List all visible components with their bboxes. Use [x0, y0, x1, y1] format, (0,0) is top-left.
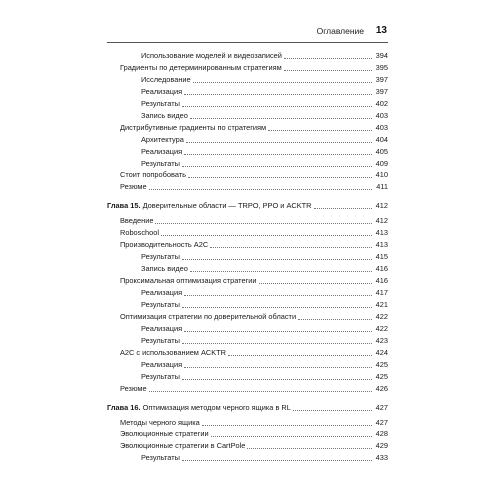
toc-page-number: 397 — [375, 87, 388, 96]
toc-entry — [120, 227, 388, 238]
toc-page-number: 394 — [375, 51, 388, 60]
toc-page-number: 412 — [375, 201, 388, 210]
toc-leader-dots — [298, 319, 372, 320]
toc-entry — [141, 98, 388, 109]
toc-leader-dots — [184, 331, 372, 332]
toc-page-number: 412 — [375, 216, 388, 225]
toc-entry — [141, 110, 388, 121]
toc-entry-label: A2C с использованием ACKTR — [120, 348, 226, 357]
toc-leader-dots — [184, 295, 372, 296]
toc-entry — [141, 452, 388, 463]
toc-entry-label: Архитектура — [141, 135, 184, 144]
toc-entry — [141, 50, 388, 61]
toc-entry — [120, 428, 388, 439]
toc-entry-label: Резюме — [120, 182, 147, 191]
toc-entry-label: Результаты — [141, 159, 180, 168]
toc-entry-label: Результаты — [141, 300, 180, 309]
toc-page-number: 402 — [375, 99, 388, 108]
toc-entry — [120, 275, 388, 286]
toc-leader-dots — [211, 436, 372, 437]
toc-page-number: 415 — [375, 252, 388, 261]
toc-chapter-entry — [107, 402, 388, 413]
toc-entry — [141, 359, 388, 370]
toc-entry-label: Градиенты по детерминированным стратегиям — [120, 63, 282, 72]
toc-leader-dots — [182, 106, 372, 107]
toc-leader-dots — [161, 235, 372, 236]
toc-entry — [120, 181, 388, 192]
toc-leader-dots — [155, 223, 372, 224]
toc-entry-label: Проксимальная оптимизация стратегии — [120, 276, 257, 285]
toc-chapter-number: Глава 16. — [107, 403, 141, 412]
toc-entry — [120, 440, 388, 451]
toc-leader-dots — [284, 70, 372, 71]
toc-page-number: 417 — [375, 288, 388, 297]
toc-page-number: 422 — [375, 312, 388, 321]
toc-leader-dots — [293, 410, 372, 411]
toc-leader-dots — [182, 307, 372, 308]
toc-leader-dots — [182, 166, 372, 167]
toc-leader-dots — [247, 448, 372, 449]
toc-entry-label: Результаты — [141, 99, 180, 108]
toc-entry — [120, 169, 388, 180]
toc-leader-dots — [210, 247, 372, 248]
toc-page-number: 426 — [375, 384, 388, 393]
toc-entry-label: Запись видео — [141, 111, 188, 120]
toc-entry-label: Результаты — [141, 453, 180, 462]
toc-entry — [141, 134, 388, 145]
toc-page-number: 405 — [375, 147, 388, 156]
toc-leader-dots — [190, 118, 372, 119]
toc-entry — [141, 287, 388, 298]
toc-chapter-number: Глава 15. — [107, 201, 141, 210]
toc-page-number: 411 — [376, 182, 388, 191]
toc-entry — [120, 62, 388, 73]
toc-leader-dots — [314, 208, 372, 209]
toc-page-number: 397 — [375, 75, 388, 84]
toc-page-number: 425 — [375, 372, 388, 381]
toc-leader-dots — [184, 367, 372, 368]
toc-page-number: 425 — [375, 360, 388, 369]
toc-leader-dots — [182, 379, 372, 380]
toc-chapter-title: Доверительные области — TRPO, PPO и ACKTR — [142, 201, 312, 210]
toc-entry — [141, 86, 388, 97]
running-header — [107, 24, 388, 43]
toc-entry — [120, 347, 388, 358]
toc-entry — [141, 323, 388, 334]
toc-entry — [120, 417, 388, 428]
toc-entry — [141, 158, 388, 169]
toc-entry-label: Результаты — [141, 372, 180, 381]
toc-leader-dots — [184, 94, 372, 95]
toc-entry-label: Запись видео — [141, 264, 188, 273]
toc-page-number: 410 — [375, 170, 388, 179]
toc-chapter-entry — [107, 200, 388, 211]
toc-entry — [120, 311, 388, 322]
toc-entry-label: Результаты — [141, 252, 180, 261]
toc-entry-label: Резюме — [120, 384, 147, 393]
toc-entry — [120, 383, 388, 394]
toc-entry-label — [107, 200, 312, 211]
toc-entry-label: Оптимизация стратегии по доверительной области — [120, 312, 297, 321]
toc-leader-dots — [284, 58, 372, 59]
toc-entry-label: Использование моделей и видеозаписей — [141, 51, 282, 60]
toc-entry — [141, 146, 388, 157]
toc-page-number: 403 — [375, 123, 388, 132]
toc-page-number: 403 — [375, 111, 388, 120]
toc-leader-dots — [268, 130, 372, 131]
toc-entry — [120, 239, 388, 250]
toc-leader-dots — [182, 343, 372, 344]
toc-page-number: 416 — [375, 276, 388, 285]
toc-entry-label: Производительность A2C — [120, 240, 209, 249]
toc-page-number: 427 — [375, 403, 388, 412]
toc-page-number: 413 — [375, 228, 388, 237]
toc-entry-label: Реализация — [141, 147, 183, 156]
toc-entry — [141, 74, 388, 85]
toc-entry — [120, 215, 388, 226]
toc-leader-dots — [193, 82, 372, 83]
toc-chapter-title: Оптимизация методом черного ящика в RL — [142, 403, 291, 412]
toc-entry — [141, 371, 388, 382]
toc-page-number: 421 — [375, 300, 388, 309]
toc-entry-label: Реализация — [141, 324, 183, 333]
toc-page-number: 409 — [375, 159, 388, 168]
toc-entry-label: Стоит попробовать — [120, 170, 187, 179]
toc-leader-dots — [202, 425, 372, 426]
toc-page-number: 404 — [375, 135, 388, 144]
toc-entry-label: Введение — [120, 216, 154, 225]
toc-entry-label — [107, 402, 291, 413]
toc-entry-label: Roboschool — [120, 228, 160, 237]
toc-entry-label: Реализация — [141, 87, 183, 96]
toc-leader-dots — [182, 460, 372, 461]
toc-entry — [141, 335, 388, 346]
toc-page-number: 416 — [375, 264, 388, 273]
toc-page-number: 433 — [375, 453, 388, 462]
toc-entry — [120, 122, 388, 133]
toc-leader-dots — [149, 391, 372, 392]
toc-leader-dots — [190, 271, 372, 272]
toc-page-number: 427 — [375, 418, 388, 427]
toc-entry — [141, 263, 388, 274]
toc-entry-label: Методы черного ящика — [120, 418, 200, 427]
toc-leader-dots — [186, 142, 372, 143]
toc-entry — [141, 299, 388, 310]
toc-entry-label: Дистрибутивные градиенты по стратегиям — [120, 123, 267, 132]
toc-page-number: 413 — [375, 240, 388, 249]
toc-page-number: 423 — [375, 336, 388, 345]
toc-leader-dots — [182, 259, 372, 260]
toc-leader-dots — [149, 189, 372, 190]
header-title: Оглавление — [316, 26, 364, 36]
toc-page-number: 424 — [375, 348, 388, 357]
toc-entry — [141, 251, 388, 262]
toc-page-number: 429 — [375, 441, 388, 450]
toc-page-number: 422 — [375, 324, 388, 333]
toc-entry-label: Эволюционные стратегии в CartPole — [120, 441, 246, 450]
toc-leader-dots — [184, 154, 372, 155]
toc-entry-label: Реализация — [141, 360, 183, 369]
toc-entry-label: Исследование — [141, 75, 191, 84]
toc-leader-dots — [188, 177, 372, 178]
toc-entry-label: Результаты — [141, 336, 180, 345]
toc-leader-dots — [228, 355, 372, 356]
toc-leader-dots — [259, 283, 372, 284]
toc-page-number: 395 — [375, 63, 388, 72]
toc-entry-label: Реализация — [141, 288, 183, 297]
toc-entry-label: Эволюционные стратегии — [120, 429, 209, 438]
toc-page-number: 428 — [375, 429, 388, 438]
header-page-number: 13 — [375, 25, 387, 36]
